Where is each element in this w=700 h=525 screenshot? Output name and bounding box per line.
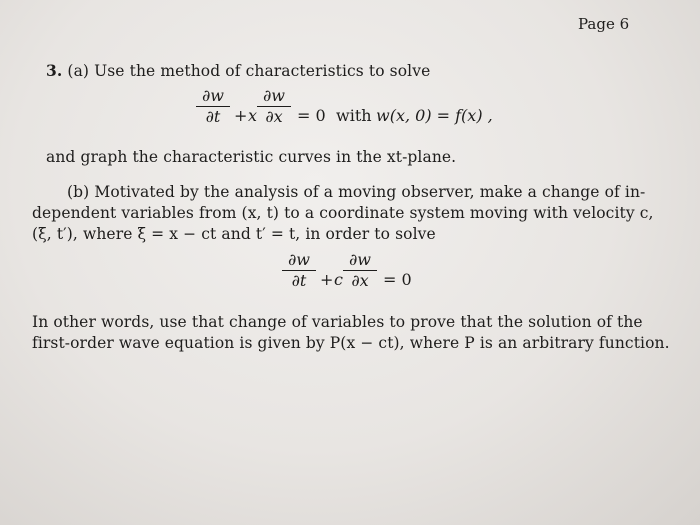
part-a-intro-text: Use the method of characteristics to solve — [94, 62, 431, 80]
fraction-dw-dt: ∂w ∂t — [196, 87, 230, 126]
equation-b: ∂w ∂t + c ∂w ∂x = 0 — [282, 251, 462, 301]
problem-3a-intro — [46, 61, 430, 80]
page-number: Page 6 — [578, 15, 630, 33]
part-b-line-1: (b) Motivated by the analysis of a moving observer, make a change of in- — [67, 183, 646, 201]
conclusion-line-1: In other words, use that change of variables to prove that the solution of the — [32, 313, 643, 331]
fraction-dw-dt-b: ∂w ∂t — [282, 251, 316, 290]
fraction-dw-dx-b: ∂w ∂x — [343, 251, 377, 290]
part-a-followup: and graph the characteristic curves in the xt-plane. — [46, 148, 457, 166]
fraction-dw-dx: ∂w ∂x — [257, 87, 291, 126]
conclusion-line-2: first-order wave equation is given by P(x − ct), where P is an arbitrary function. — [32, 334, 670, 352]
initial-condition: w(x, 0) = f(x) , — [376, 106, 493, 125]
part-b-line-2: dependent variables from (x, t) to a coordinate system moving with velocity c, — [32, 204, 654, 222]
equation-a: ∂w ∂t + x ∂w ∂x = 0 with w(x, 0) = f(x) , — [196, 87, 496, 137]
part-a-label: (a) — [67, 62, 90, 80]
problem-number: 3. — [46, 61, 63, 80]
part-b-line-3: (ξ, t′), where ξ = x − ct and t′ = t, in order to solve — [32, 225, 436, 243]
